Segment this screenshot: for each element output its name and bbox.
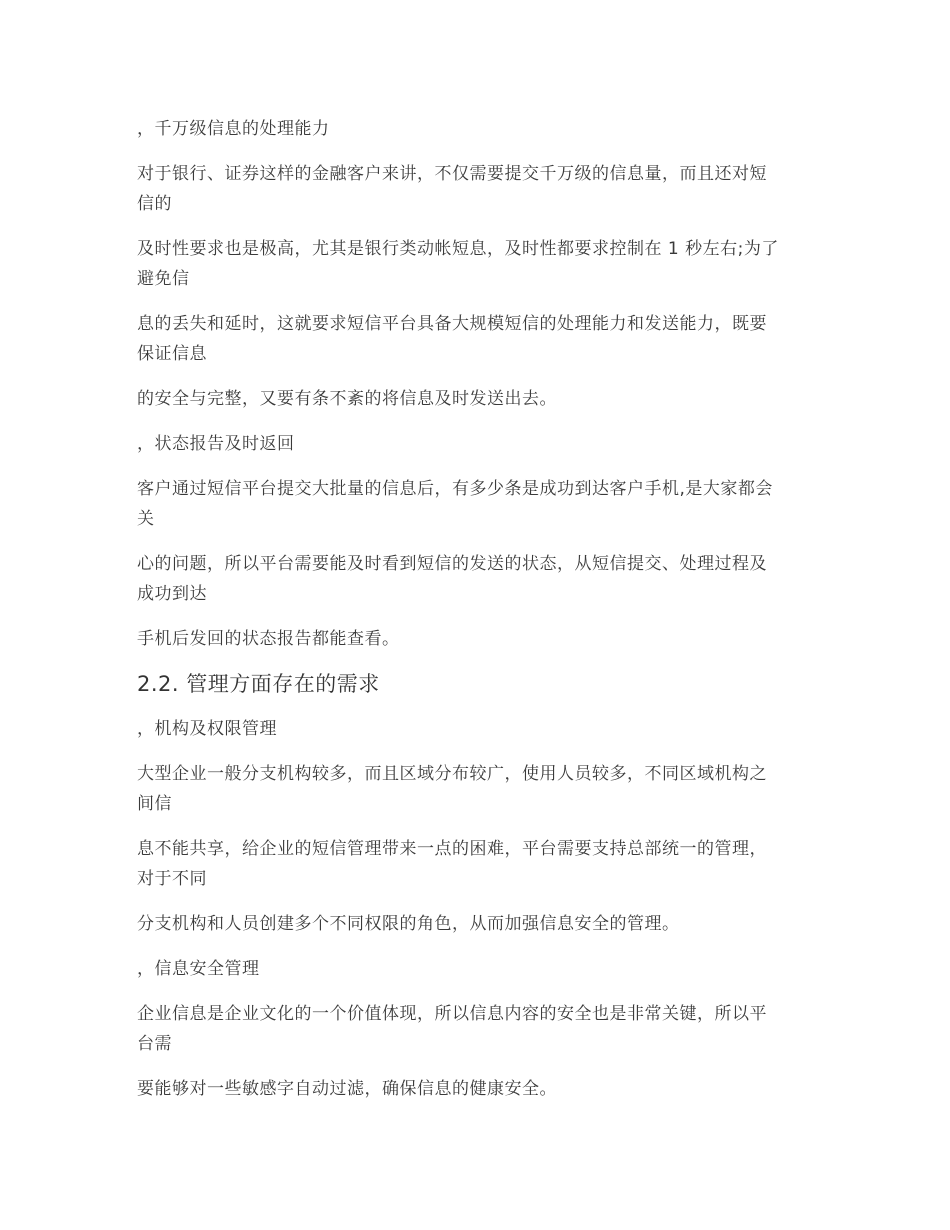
paragraph [137, 999, 820, 1059]
text-line: ，机构及权限管理 [137, 719, 277, 739]
text-line: ，状态报告及时返回 [137, 434, 295, 454]
paragraph [137, 384, 820, 414]
text-line: 息不能共享，给企业的短信管理带来一点的困难，平台需要支持总部统一的管理， [137, 839, 767, 859]
paragraph [137, 624, 820, 654]
text-line: ，信息安全管理 [137, 959, 260, 979]
text-line: 2.2. 管理方面存在的需求 [137, 672, 380, 696]
text-line: 台需 [137, 1034, 172, 1054]
paragraph [137, 309, 820, 369]
text-line: 对于银行、证券这样的金融客户来讲，不仅需要提交千万级的信息量，而且还对短 [137, 164, 767, 184]
paragraph [137, 234, 820, 294]
text-line: 企业信息是企业文化的一个价值体现，所以信息内容的安全也是非常关键，所以平 [137, 1004, 767, 1024]
text-line: ，千万级信息的处理能力 [137, 119, 330, 139]
paragraph [137, 114, 820, 144]
text-line: 大型企业一般分支机构较多，而且区域分布较广，使用人员较多，不同区域机构之 [137, 764, 767, 784]
text-line: 保证信息 [137, 344, 207, 364]
paragraph [137, 1074, 820, 1104]
text-line: 信的 [137, 194, 172, 214]
text-line: 手机后发回的状态报告都能查看。 [137, 629, 400, 649]
text-line: 分支机构和人员创建多个不同权限的角色，从而加强信息安全的管理。 [137, 914, 680, 934]
paragraph [137, 759, 820, 819]
paragraph [137, 714, 820, 744]
text-line: 避免信 [137, 269, 190, 289]
text-line: 的安全与完整，又要有条不紊的将信息及时发送出去。 [137, 389, 557, 409]
text-line: 间信 [137, 794, 172, 814]
text-line: 息的丢失和延时，这就要求短信平台具备大规模短信的处理能力和发送能力，既要 [137, 314, 767, 334]
text-line: 成功到达 [137, 584, 207, 604]
paragraph [137, 429, 820, 459]
paragraph [137, 474, 820, 534]
text-line: 及时性要求也是极高，尤其是银行类动帐短息，及时性都要求控制在 1 秒左右;为了 [137, 239, 779, 259]
paragraph [137, 834, 820, 894]
paragraph [137, 909, 820, 939]
paragraph [137, 549, 820, 609]
text-line: 客户通过短信平台提交大批量的信息后，有多少条是成功到达客户手机,是大家都会 [137, 479, 773, 499]
text-line: 要能够对一些敏感字自动过滤，确保信息的健康安全。 [137, 1079, 557, 1099]
text-line: 关 [137, 509, 155, 529]
text-line: 对于不同 [137, 869, 207, 889]
paragraph [137, 954, 820, 984]
section-heading [137, 669, 820, 699]
text-line: 心的问题，所以平台需要能及时看到短信的发送的状态，从短信提交、处理过程及 [137, 554, 767, 574]
paragraph [137, 159, 820, 219]
